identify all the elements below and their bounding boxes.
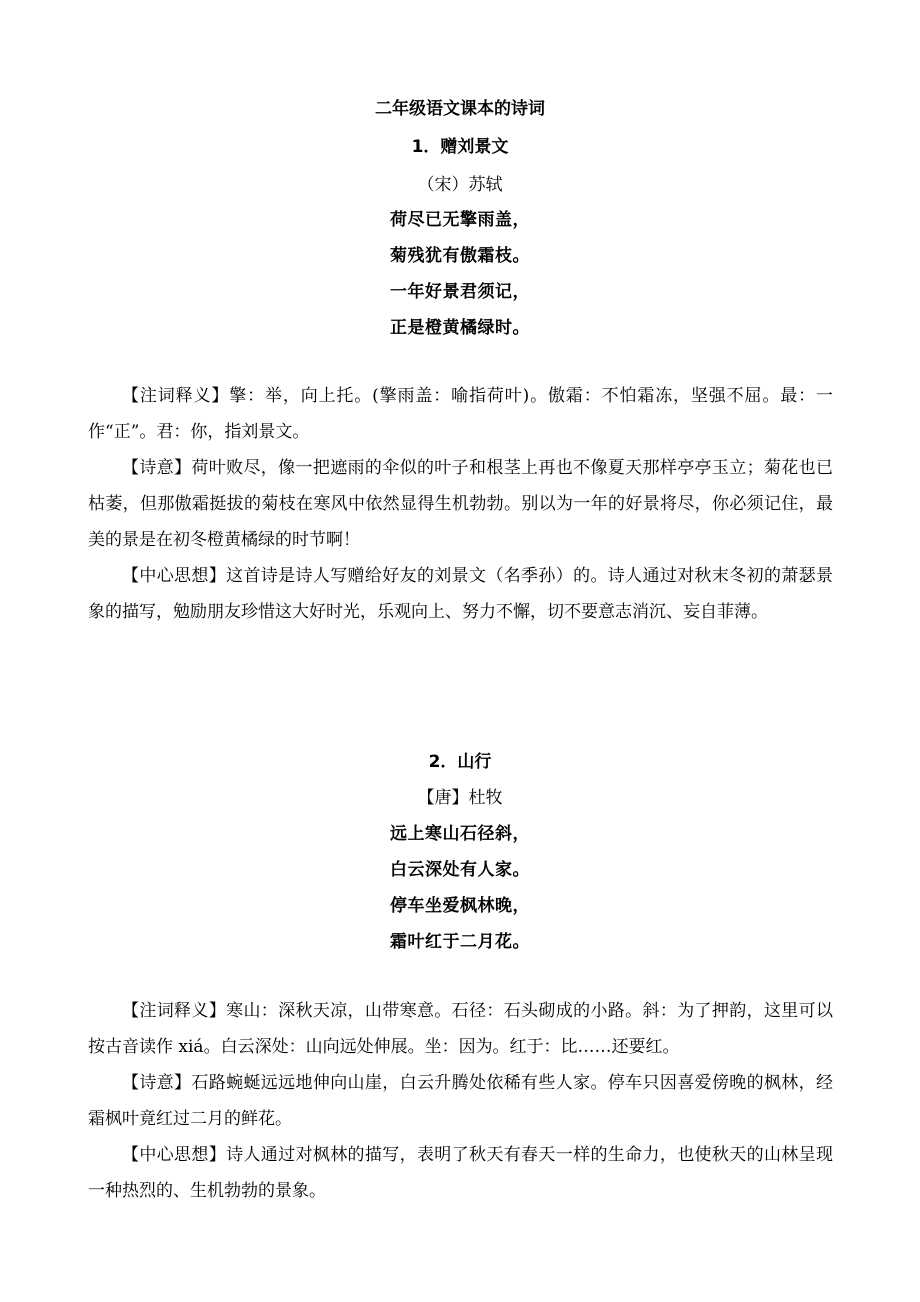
poem-1-glossary (88, 378, 833, 450)
central-idea-tag: 【中心思想】 (122, 1145, 227, 1165)
poem-1-central-idea (88, 558, 833, 630)
poem-1-author: （宋）苏轼 (417, 175, 503, 195)
document-title: 二年级语文课本的诗词 (375, 99, 545, 119)
central-idea-text: 这首诗是诗人写赠给好友的刘景文（名季孙）的。诗人通过对秋末冬初的萧瑟景象的描写，勉励朋友珍惜这大好时光，乐观向上、努力不懈，切不要意志消沉、妄自菲薄。 (88, 566, 834, 622)
meaning-text: 石路蜿蜒远远地伸向山崖，白云升腾处依稀有些人家。停车只因喜爱傍晚的枫林，经霜枫叶竟红过二月的鲜花。 (88, 1073, 834, 1129)
glossary-text: 擎：举，向上托。(擎雨盖：喻指荷叶)。傲霜：不怕霜冻，坚强不屈。最：一作“正”。君：你，指刘景文。 (88, 386, 834, 442)
poem-2-glossary (88, 993, 833, 1065)
poem-1-title: 1．赠刘景文 (411, 137, 509, 157)
central-idea-text: 诗人通过对枫林的描写，表明了秋天有春天一样的生命力，也使秋天的山林呈现一种热烈的、生机勃勃的景象。 (88, 1145, 834, 1201)
poem-1-line-1: 荷尽已无擎雨盖， (390, 210, 530, 230)
poem-2-author: 【唐】杜牧 (417, 788, 503, 808)
central-idea-tag: 【中心思想】 (122, 566, 227, 586)
poem-1-meaning (88, 450, 833, 558)
glossary-text: 寒山：深秋天凉，山带寒意。石径：石头砌成的小路。斜：为了押韵，这里可以按古音读作 xiá。白云深处：山向远处伸展。坐：因为。红于：比……还要红。 (88, 1001, 834, 1057)
poem-2-line-1: 远上寒山石径斜， (390, 824, 530, 844)
poem-1-line-2: 菊残犹有傲霜枝。 (390, 246, 530, 266)
poem-2-line-4: 霜叶红于二月花。 (390, 932, 530, 952)
glossary-tag: 【注词释义】 (122, 386, 230, 406)
poem-2-line-3: 停车坐爱枫林晚， (390, 896, 530, 916)
glossary-tag: 【注词释义】 (122, 1001, 227, 1021)
meaning-text: 荷叶败尽，像一把遮雨的伞似的叶子和根茎上再也不像夏天那样亭亭玉立；菊花也已枯萎，但那傲霜挺拔的菊枝在寒风中依然显得生机勃勃。别以为一年的好景将尽，你必须记住，最美的景是在初冬橙黄橘绿的时节啊！ (88, 458, 834, 550)
poem-2-central-idea (88, 1137, 833, 1209)
meaning-tag: 【诗意】 (122, 1073, 192, 1093)
poem-2-title: 2．山行 (428, 752, 492, 772)
meaning-tag: 【诗意】 (122, 458, 192, 478)
poem-2-meaning (88, 1065, 833, 1137)
poem-1-line-4: 正是橙黄橘绿时。 (390, 318, 530, 338)
poem-1-line-3: 一年好景君须记， (390, 282, 530, 302)
poem-2-line-2: 白云深处有人家。 (390, 860, 530, 880)
